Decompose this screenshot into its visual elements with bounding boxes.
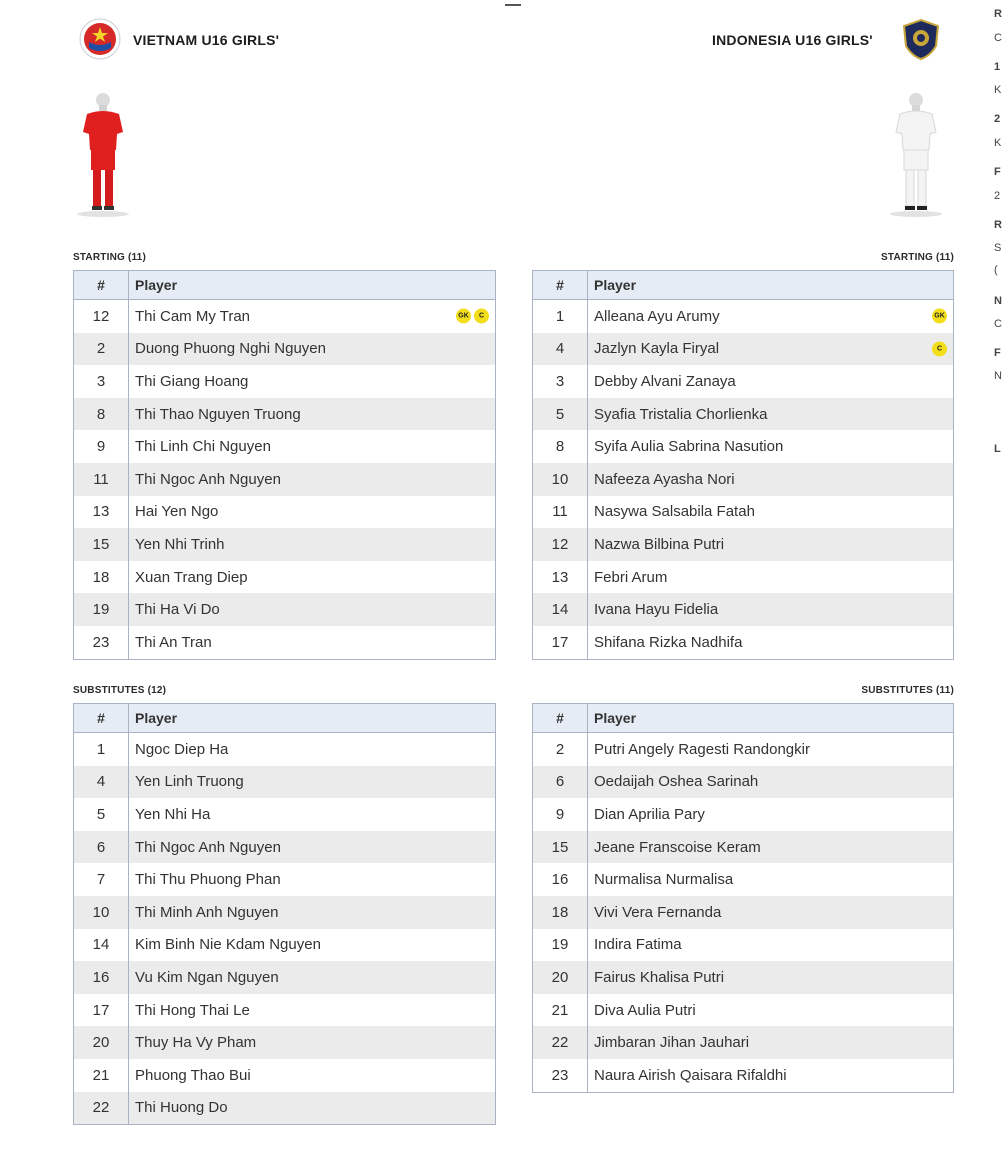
shirt-number: 15 — [533, 831, 588, 864]
shirt-number: 6 — [74, 831, 129, 864]
player-name-wrap — [594, 406, 947, 423]
shirt-number: 15 — [74, 528, 129, 561]
player-row — [74, 430, 496, 463]
edge-fragment: N — [994, 295, 1002, 307]
player-name: Syafia Tristalia Chorlienka — [594, 405, 768, 423]
player-name-cell — [129, 1026, 496, 1059]
player-name-cell — [129, 626, 496, 659]
shirt-number: 14 — [74, 929, 129, 962]
column-header-player: Player — [588, 271, 954, 300]
player-name: Thi Ha Vi Do — [135, 601, 220, 619]
home-starting-label: STARTING (11) — [73, 252, 146, 263]
player-row — [74, 961, 496, 994]
player-row — [74, 300, 496, 333]
player-name: Hai Yen Ngo — [135, 503, 219, 521]
player-name: Naura Airish Qaisara Rifaldhi — [594, 1066, 787, 1084]
player-row — [74, 561, 496, 594]
player-name-wrap — [594, 471, 947, 488]
player-name: Shifana Rizka Nadhifa — [594, 633, 743, 651]
player-name-wrap — [135, 1099, 489, 1116]
player-row — [533, 831, 954, 864]
away-starting-label: STARTING (11) — [881, 252, 954, 263]
shirt-number: 9 — [533, 798, 588, 831]
player-name: Oedaijah Oshea Sarinah — [594, 773, 759, 791]
player-name-wrap — [594, 806, 947, 823]
shirt-number: 16 — [74, 961, 129, 994]
edge-fragment: L — [994, 443, 1001, 455]
player-name-cell — [129, 1059, 496, 1092]
player-name-wrap — [135, 741, 489, 758]
shirt-number: 10 — [74, 896, 129, 929]
shirt-number: 21 — [533, 994, 588, 1027]
player-name-cell — [588, 798, 954, 831]
player-name-cell — [129, 333, 496, 366]
player-name-cell — [588, 863, 954, 896]
shirt-number: 23 — [533, 1059, 588, 1092]
player-name: Yen Nhi Ha — [135, 805, 211, 823]
player-name-wrap — [594, 569, 947, 586]
edge-fragment: ( — [994, 264, 998, 276]
player-name-wrap — [594, 438, 947, 455]
shirt-number: 1 — [533, 300, 588, 333]
shirt-number: 23 — [74, 626, 129, 659]
player-name: Vivi Vera Fernanda — [594, 903, 722, 921]
player-name: Syifa Aulia Sabrina Nasution — [594, 438, 784, 456]
column-header-number: # — [533, 271, 588, 300]
player-row — [533, 1059, 954, 1092]
header-separator — [505, 4, 521, 6]
player-name-wrap — [594, 634, 947, 651]
shirt-number: 17 — [533, 626, 588, 659]
player-name-cell — [588, 1059, 954, 1092]
player-name-wrap — [135, 904, 489, 921]
player-name-cell — [129, 961, 496, 994]
player-name-cell — [129, 1092, 496, 1125]
edge-fragment: 2 — [994, 113, 1001, 125]
player-name-wrap — [594, 871, 947, 888]
player-row — [74, 994, 496, 1027]
player-name-wrap — [594, 340, 947, 357]
player-row — [74, 626, 496, 659]
player-name-wrap — [135, 406, 489, 423]
player-name-wrap — [135, 569, 489, 586]
player-row — [533, 496, 954, 529]
edge-fragment: F — [994, 166, 1001, 178]
player-name-wrap — [135, 839, 489, 856]
player-name-wrap — [135, 806, 489, 823]
player-name: Alleana Ayu Arumy — [594, 307, 720, 325]
shirt-number: 10 — [533, 463, 588, 496]
goalkeeper-badge: GK — [456, 309, 471, 324]
captain-badge: C — [932, 341, 947, 356]
player-name: Putri Angely Ragesti Randongkir — [594, 740, 810, 758]
player-name: Kim Binh Nie Kdam Nguyen — [135, 936, 321, 954]
away-subs-label: SUBSTITUTES (11) — [861, 685, 954, 696]
player-name-cell — [129, 430, 496, 463]
player-row — [533, 896, 954, 929]
shirt-number: 22 — [74, 1092, 129, 1125]
player-name: Duong Phuong Nghi Nguyen — [135, 340, 326, 358]
player-name-wrap — [135, 503, 489, 520]
shirt-number: 5 — [74, 798, 129, 831]
player-name: Nurmalisa Nurmalisa — [594, 871, 734, 889]
shirt-number: 9 — [74, 430, 129, 463]
player-name: Nasywa Salsabila Fatah — [594, 503, 755, 521]
player-name: Thi Hong Thai Le — [135, 1001, 250, 1019]
player-name-wrap — [594, 373, 947, 390]
player-name: Thi Thao Nguyen Truong — [135, 405, 301, 423]
player-name: Thi Thu Phuong Phan — [135, 871, 281, 889]
player-name-wrap — [135, 1002, 489, 1019]
player-row — [533, 528, 954, 561]
edge-fragment: R — [994, 8, 1002, 20]
player-name-wrap — [135, 471, 489, 488]
shirt-number: 20 — [74, 1026, 129, 1059]
shirt-number: 18 — [533, 896, 588, 929]
player-name-wrap — [594, 536, 947, 553]
shirt-number: 7 — [74, 863, 129, 896]
player-name: Debby Alvani Zanaya — [594, 372, 736, 390]
edge-fragment: S — [994, 242, 1002, 254]
shirt-number: 8 — [533, 430, 588, 463]
player-row — [533, 430, 954, 463]
player-name: Phuong Thao Bui — [135, 1066, 251, 1084]
player-row — [74, 896, 496, 929]
edge-fragment: F — [994, 347, 1001, 359]
player-name-wrap — [594, 741, 947, 758]
player-name-cell — [129, 766, 496, 799]
player-name-cell — [129, 365, 496, 398]
player-row — [533, 333, 954, 366]
player-row — [74, 1092, 496, 1125]
shirt-number: 2 — [533, 733, 588, 766]
player-name-cell — [588, 994, 954, 1027]
player-row — [74, 831, 496, 864]
player-row — [74, 528, 496, 561]
player-name-cell — [588, 463, 954, 496]
player-name-cell — [129, 994, 496, 1027]
player-row — [74, 398, 496, 431]
player-name-wrap — [594, 1067, 947, 1084]
player-name-cell — [129, 496, 496, 529]
player-name-cell — [129, 593, 496, 626]
shirt-number: 12 — [533, 528, 588, 561]
player-name-cell — [129, 398, 496, 431]
shirt-number: 19 — [533, 929, 588, 962]
away-subs-table — [532, 703, 954, 1093]
shirt-number: 11 — [533, 496, 588, 529]
player-row — [533, 929, 954, 962]
player-name-cell — [129, 528, 496, 561]
player-name-cell — [588, 831, 954, 864]
player-row — [74, 863, 496, 896]
player-name-cell — [129, 733, 496, 766]
player-name-wrap — [135, 601, 489, 618]
player-row — [533, 961, 954, 994]
column-header-player: Player — [129, 271, 496, 300]
edge-fragment: 1 — [994, 61, 1001, 73]
player-name: Thi Giang Hoang — [135, 372, 249, 390]
shirt-number: 5 — [533, 398, 588, 431]
player-name-wrap — [594, 904, 947, 921]
shirt-number: 4 — [533, 333, 588, 366]
edge-fragment: C — [994, 32, 1002, 44]
player-name-cell — [129, 561, 496, 594]
player-name-cell — [588, 528, 954, 561]
shirt-number: 22 — [533, 1026, 588, 1059]
player-name-cell — [588, 733, 954, 766]
player-name-wrap — [135, 936, 489, 953]
player-row — [533, 766, 954, 799]
player-row — [74, 733, 496, 766]
player-row — [533, 593, 954, 626]
player-name-wrap — [135, 340, 489, 357]
player-name: Thi Cam My Tran — [135, 307, 251, 325]
player-name-cell — [129, 798, 496, 831]
player-row — [74, 365, 496, 398]
player-name: Diva Aulia Putri — [594, 1001, 696, 1019]
player-row — [533, 1026, 954, 1059]
player-row — [74, 593, 496, 626]
player-row — [533, 626, 954, 659]
shirt-number: 3 — [74, 365, 129, 398]
player-name-wrap — [594, 503, 947, 520]
player-name-cell — [129, 463, 496, 496]
player-name-cell — [588, 1026, 954, 1059]
player-name-cell — [588, 496, 954, 529]
edge-fragment: K — [994, 137, 1002, 149]
player-name: Thi Linh Chi Nguyen — [135, 438, 271, 456]
player-name: Jazlyn Kayla Firyal — [594, 340, 720, 358]
player-name-wrap — [135, 969, 489, 986]
shirt-number: 11 — [74, 463, 129, 496]
player-name-cell — [588, 561, 954, 594]
player-name-wrap — [594, 839, 947, 856]
player-name-wrap — [135, 871, 489, 888]
player-row — [533, 463, 954, 496]
player-row — [533, 398, 954, 431]
edge-fragment: R — [994, 219, 1002, 231]
edge-fragment: K — [994, 84, 1002, 96]
player-name-cell — [588, 365, 954, 398]
shirt-number: 17 — [74, 994, 129, 1027]
player-name: Ngoc Diep Ha — [135, 740, 229, 758]
player-row — [533, 863, 954, 896]
player-name: Thi Minh Anh Nguyen — [135, 903, 279, 921]
column-header-number: # — [74, 271, 129, 300]
player-row — [533, 994, 954, 1027]
role-badges — [932, 309, 947, 324]
shirt-number: 18 — [74, 561, 129, 594]
player-name-cell — [588, 430, 954, 463]
player-name-cell — [588, 398, 954, 431]
player-name-cell — [588, 300, 954, 333]
edge-fragment: N — [994, 370, 1002, 382]
player-name-cell — [129, 863, 496, 896]
captain-badge: C — [474, 309, 489, 324]
player-name-wrap — [135, 1067, 489, 1084]
shirt-number: 16 — [533, 863, 588, 896]
player-row — [74, 766, 496, 799]
home-subs-label: SUBSTITUTES (12) — [73, 685, 167, 696]
player-name-cell — [129, 831, 496, 864]
player-name-cell — [588, 929, 954, 962]
shirt-number: 4 — [74, 766, 129, 799]
player-name-wrap — [135, 1034, 489, 1051]
vietnam-crest-icon — [79, 18, 121, 60]
player-name-wrap — [594, 936, 947, 953]
player-name: Thi Huong Do — [135, 1099, 228, 1117]
indonesia-crest-icon — [900, 18, 942, 60]
player-row — [74, 1026, 496, 1059]
player-name-wrap — [135, 373, 489, 390]
player-row — [74, 333, 496, 366]
player-name-wrap — [594, 1002, 947, 1019]
shirt-number: 21 — [74, 1059, 129, 1092]
home-starting-table — [73, 270, 496, 660]
player-row — [74, 1059, 496, 1092]
player-name: Fairus Khalisa Putri — [594, 968, 725, 986]
player-name: Xuan Trang Diep — [135, 568, 248, 586]
shirt-number: 6 — [533, 766, 588, 799]
home-team-name: VIETNAM U16 GIRLS' — [133, 32, 280, 48]
player-name-cell — [588, 333, 954, 366]
player-name-wrap — [594, 969, 947, 986]
player-row — [533, 798, 954, 831]
away-team-name: INDONESIA U16 GIRLS' — [712, 32, 873, 48]
shirt-number: 8 — [74, 398, 129, 431]
role-badges — [932, 341, 947, 356]
player-name: Febri Arum — [594, 568, 668, 586]
column-header-player: Player — [129, 704, 496, 733]
shirt-number: 13 — [533, 561, 588, 594]
shirt-number: 19 — [74, 593, 129, 626]
player-row — [533, 561, 954, 594]
role-badges — [456, 309, 489, 324]
player-name-wrap — [135, 438, 489, 455]
player-name: Thi Ngoc Anh Nguyen — [135, 470, 281, 488]
player-name-wrap — [135, 308, 489, 325]
player-name: Jimbaran Jihan Jauhari — [594, 1034, 750, 1052]
player-row — [533, 300, 954, 333]
shirt-number: 14 — [533, 593, 588, 626]
player-name: Ivana Hayu Fidelia — [594, 601, 719, 619]
player-name: Indira Fatima — [594, 936, 682, 954]
edge-fragment: 2 — [994, 190, 1001, 202]
shirt-number: 2 — [74, 333, 129, 366]
player-name-wrap — [135, 536, 489, 553]
player-name-wrap — [135, 634, 489, 651]
away-starting-table — [532, 270, 954, 660]
player-row — [74, 929, 496, 962]
player-name: Nazwa Bilbina Putri — [594, 535, 725, 553]
player-name-cell — [129, 300, 496, 333]
player-name: Vu Kim Ngan Nguyen — [135, 968, 279, 986]
player-name-cell — [588, 896, 954, 929]
player-row — [533, 733, 954, 766]
player-name: Jeane Franscoise Keram — [594, 838, 761, 856]
player-name: Dian Aprilia Pary — [594, 805, 705, 823]
player-name: Thuy Ha Vy Pham — [135, 1034, 257, 1052]
column-header-player: Player — [588, 704, 954, 733]
player-row — [74, 496, 496, 529]
player-name: Thi An Tran — [135, 633, 212, 651]
player-name: Nafeeza Ayasha Nori — [594, 470, 735, 488]
player-name-wrap — [594, 601, 947, 618]
column-header-number: # — [533, 704, 588, 733]
goalkeeper-badge: GK — [932, 309, 947, 324]
shirt-number: 20 — [533, 961, 588, 994]
player-row — [533, 365, 954, 398]
player-row — [74, 798, 496, 831]
player-name-cell — [129, 896, 496, 929]
player-name-cell — [588, 593, 954, 626]
shirt-number: 1 — [74, 733, 129, 766]
player-name: Thi Ngoc Anh Nguyen — [135, 838, 281, 856]
edge-fragment: C — [994, 318, 1002, 330]
player-name-wrap — [594, 773, 947, 790]
player-name-cell — [588, 961, 954, 994]
player-name-cell — [129, 929, 496, 962]
home-subs-table — [73, 703, 496, 1125]
home-kit-icon — [73, 90, 133, 220]
player-name-wrap — [594, 308, 947, 325]
shirt-number: 3 — [533, 365, 588, 398]
player-name-wrap — [594, 1034, 947, 1051]
player-name-cell — [588, 766, 954, 799]
away-kit-icon — [886, 90, 946, 220]
column-header-number: # — [74, 704, 129, 733]
player-row — [74, 463, 496, 496]
player-name-wrap — [135, 773, 489, 790]
player-name: Yen Linh Truong — [135, 773, 244, 791]
player-name-cell — [588, 626, 954, 659]
player-name: Yen Nhi Trinh — [135, 535, 225, 553]
shirt-number: 13 — [74, 496, 129, 529]
shirt-number: 12 — [74, 300, 129, 333]
